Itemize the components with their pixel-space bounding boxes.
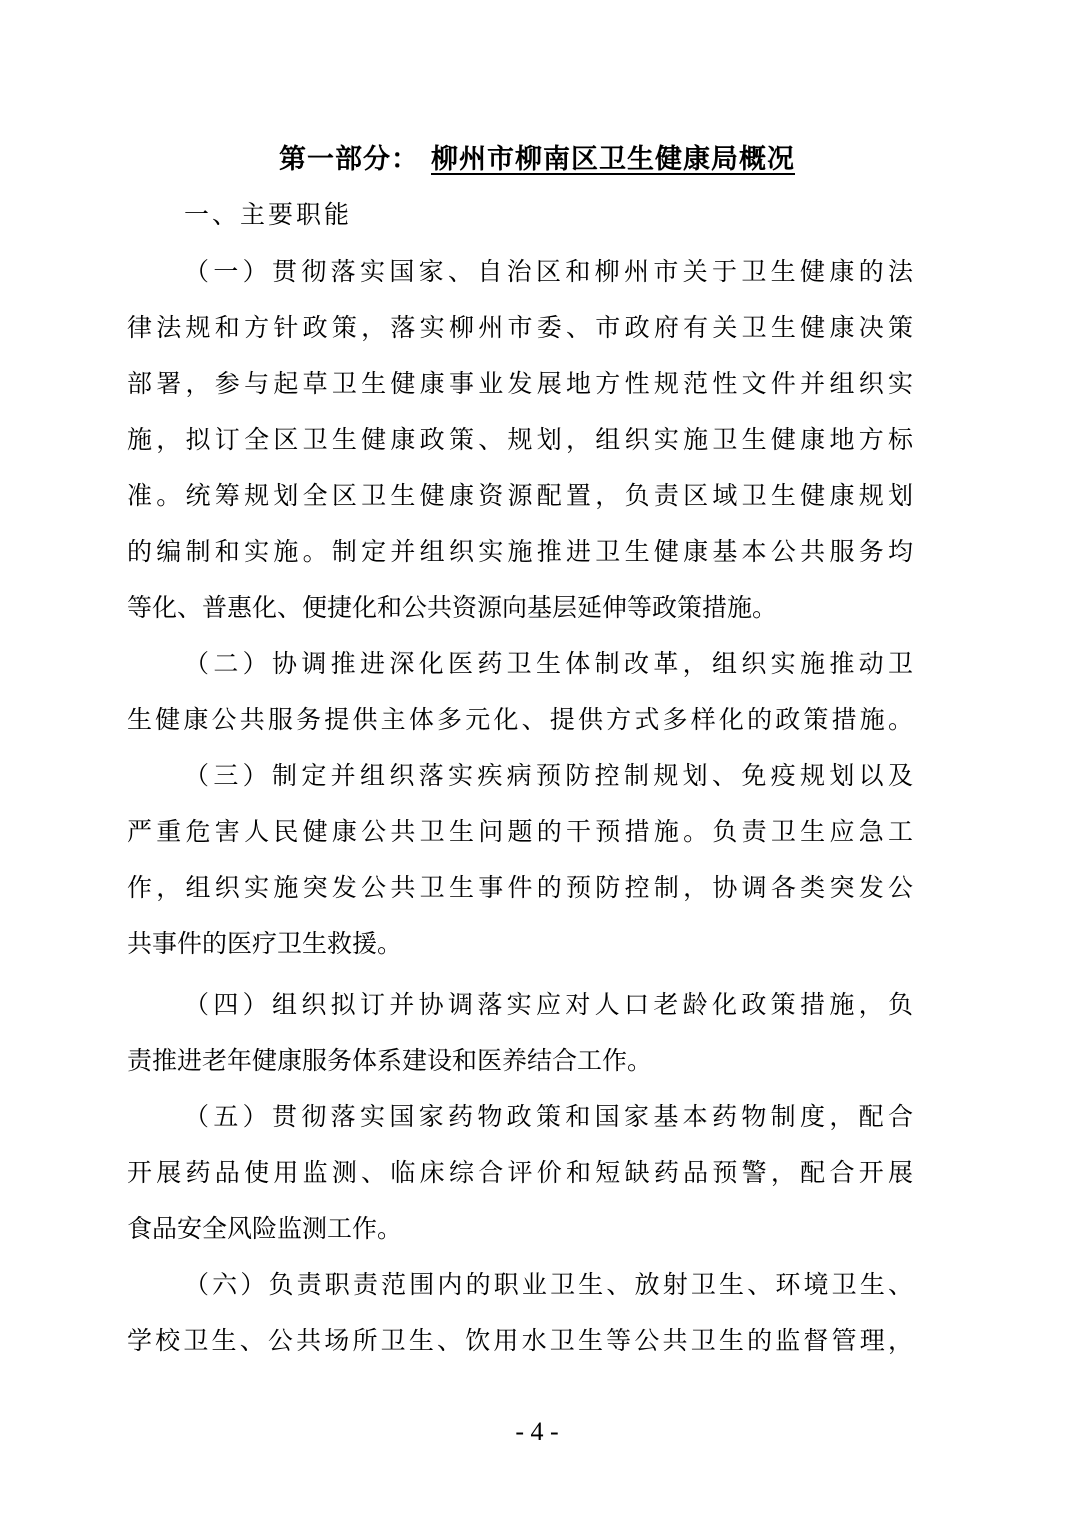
paragraph-line: （六）负责职责范围内的职业卫生、放射卫生、环境卫生、	[184, 1270, 913, 1299]
paragraph-line: （四）组织拟订并协调落实应对人口老龄化政策措施，负	[184, 990, 913, 1019]
title-prefix: 第一部分：	[279, 144, 419, 175]
paragraph-line: 食品安全风险监测工作。	[127, 1214, 403, 1243]
paragraph-line: 学校卫生、公共场所卫生、饮用水卫生等公共卫生的监督管理，	[127, 1326, 913, 1355]
paragraph-line: 的编制和实施。制定并组织实施推进卫生健康基本公共服务均	[127, 537, 913, 566]
paragraph-line: 律法规和方针政策，落实柳州市委、市政府有关卫生健康决策	[127, 313, 913, 342]
paragraph-line: 生健康公共服务提供主体多元化、提供方式多样化的政策措施。	[127, 705, 913, 734]
paragraph-line: 共事件的医疗卫生救援。	[127, 929, 403, 958]
section-heading: 一、主要职能	[184, 200, 353, 229]
paragraph-line: 准。统筹规划全区卫生健康资源配置，负责区域卫生健康规划	[127, 481, 913, 510]
title-organization: 柳州市柳南区卫生健康局概况	[431, 144, 795, 175]
paragraph-line: 等化、普惠化、便捷化和公共资源向基层延伸等政策措施。	[127, 593, 778, 622]
paragraph-line: 开展药品使用监测、临床综合评价和短缺药品预警，配合开展	[127, 1158, 913, 1187]
page-number: - 4 -	[515, 1417, 559, 1446]
page-title	[0, 138, 1074, 182]
paragraph-line: （一）贯彻落实国家、自治区和柳州市关于卫生健康的法	[184, 257, 913, 286]
paragraph-line: （三）制定并组织落实疾病预防控制规划、免疫规划以及	[184, 761, 913, 790]
paragraph-line: （五）贯彻落实国家药物政策和国家基本药物制度，配合	[184, 1102, 913, 1131]
paragraph-line: 作，组织实施突发公共卫生事件的预防控制，协调各类突发公	[127, 873, 913, 902]
paragraph-line: 部署，参与起草卫生健康事业发展地方性规范性文件并组织实	[127, 369, 913, 398]
paragraph-line: （二）协调推进深化医药卫生体制改革，组织实施推动卫	[184, 649, 913, 678]
paragraph-line: 施，拟订全区卫生健康政策、规划，组织实施卫生健康地方标	[127, 425, 913, 454]
paragraph-line: 责推进老年健康服务体系建设和医养结合工作。	[127, 1046, 653, 1075]
paragraph-line: 严重危害人民健康公共卫生问题的干预措施。负责卫生应急工	[127, 817, 913, 846]
